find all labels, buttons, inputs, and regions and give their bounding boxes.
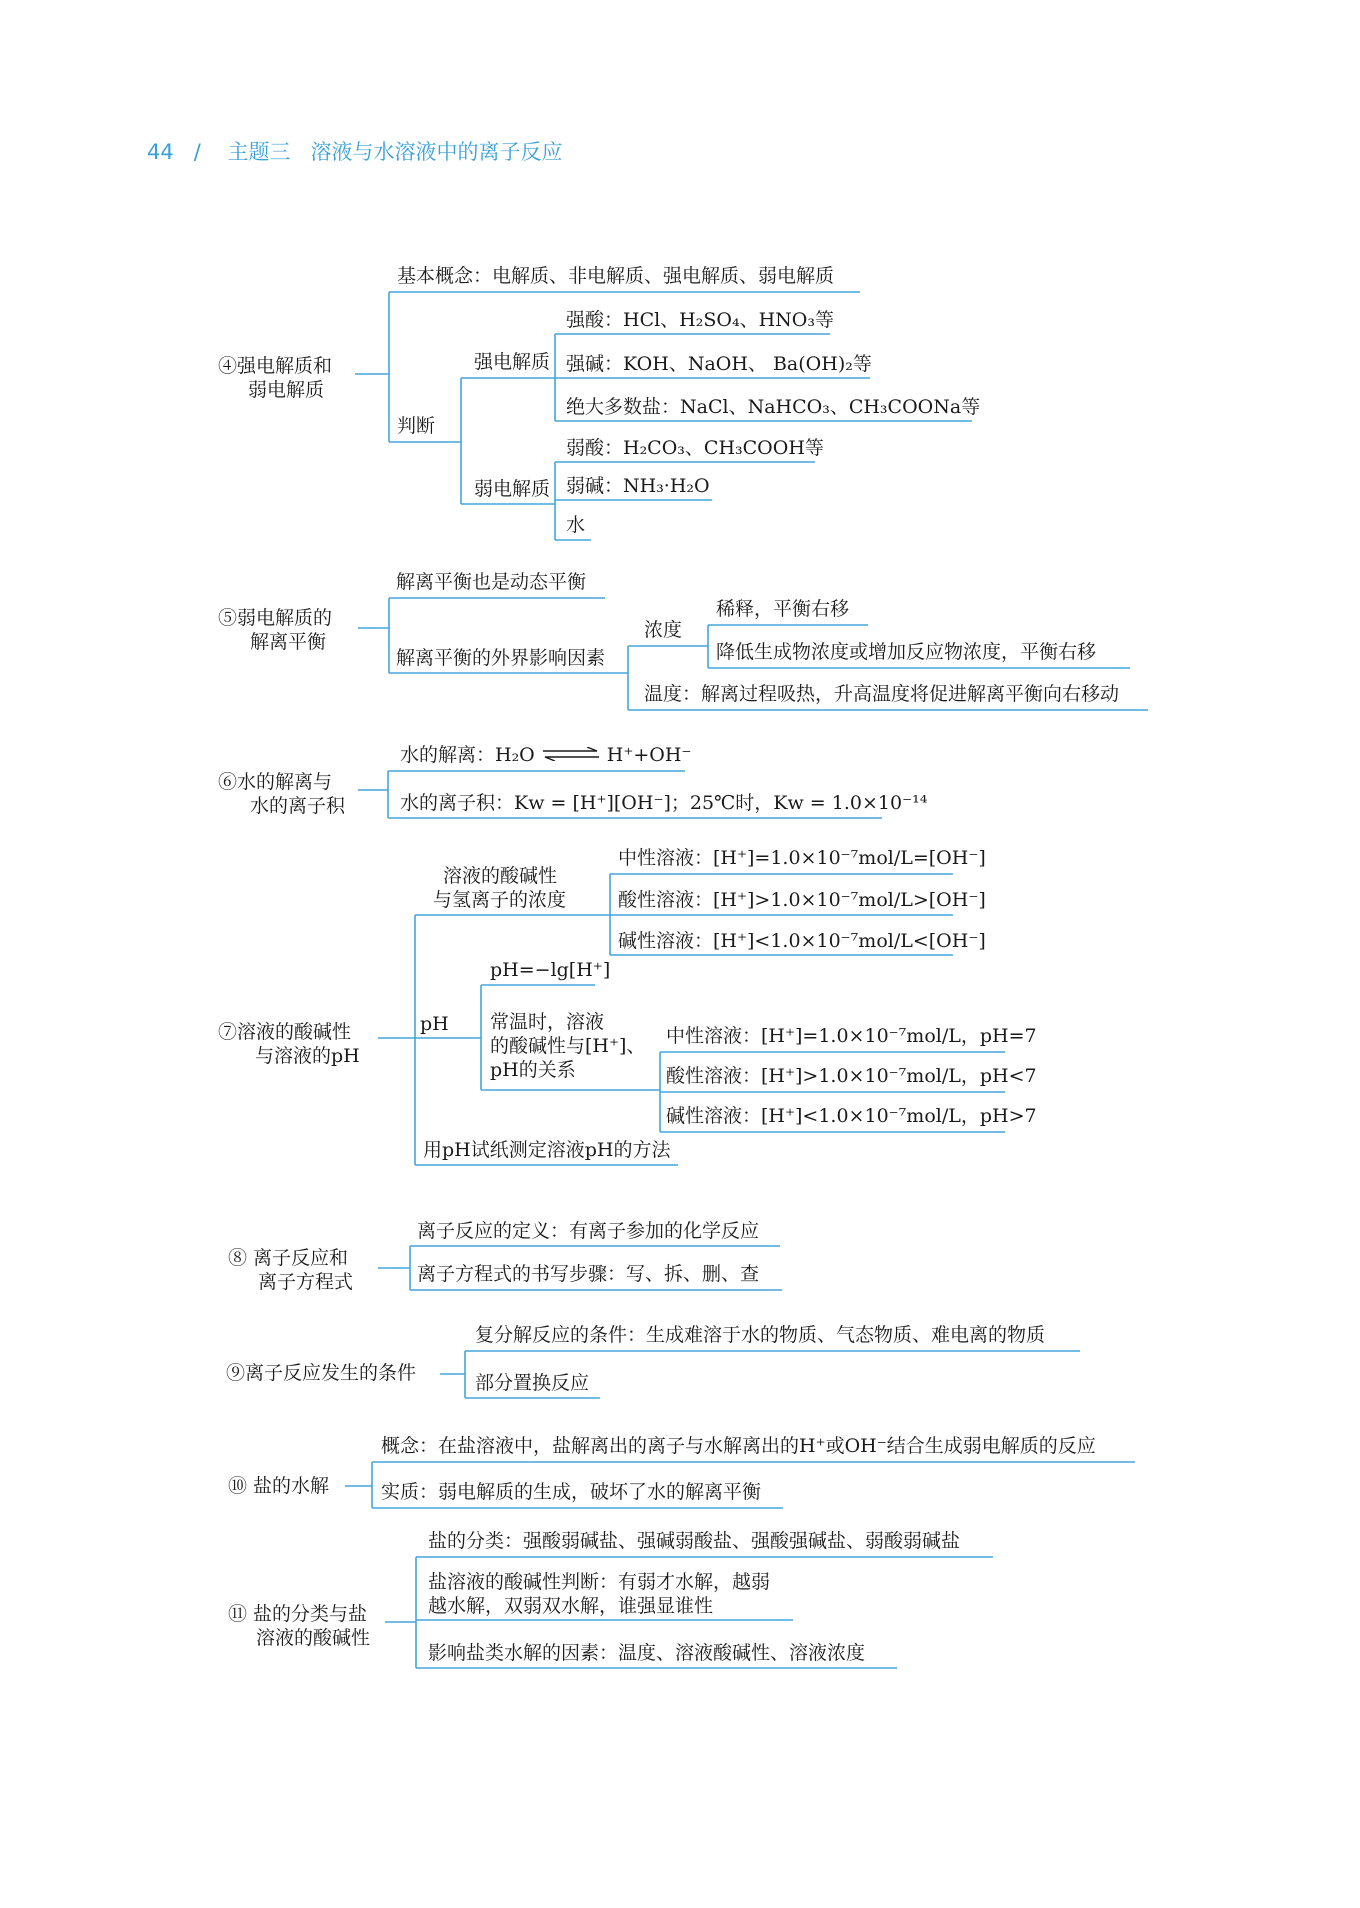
- section8-title-line1: ⑧ 离子反应和: [228, 1247, 349, 1269]
- water: 水: [566, 514, 586, 536]
- reduce-product: 降低生成物浓度或增加反应物浓度，平衡右移: [716, 641, 1097, 663]
- most-salts: 绝大多数盐：NaCl、NaHCO₃、CH₃COONa等: [566, 396, 981, 418]
- theme-label: 主题三: [227, 140, 291, 164]
- temperature: 温度：解离过程吸热，升高温度将促进解离平衡向右移动: [644, 683, 1120, 705]
- dynamic-equilibrium: 解离平衡也是动态平衡: [396, 571, 587, 593]
- salt-acidity-judge-line1: 盐溶液的酸碱性判断：有弱才水解，越弱: [428, 1571, 771, 1593]
- salt-acidity-judge-line2: 越水解，双弱双水解，谁强显谁性: [428, 1595, 714, 1617]
- strong-acid: 强酸：HCl、H₂SO₄、HNO₃等: [566, 309, 834, 331]
- relation-line1: 常温时，溶液: [490, 1011, 605, 1033]
- header-slash: /: [193, 140, 201, 164]
- ph-paper-method: 用pH试纸测定溶液pH的方法: [423, 1139, 671, 1161]
- basic-solution-2: 碱性溶液：[H⁺]<1.0×10⁻⁷mol/L，pH>7: [666, 1105, 1037, 1127]
- external-factors: 解离平衡的外界影响因素: [396, 647, 606, 669]
- judge-label: 判断: [397, 415, 436, 437]
- hydrolysis-essence: 实质：弱电解质的生成，破坏了水的解离平衡: [381, 1481, 762, 1503]
- ph-definition: pH=−lg[H⁺]: [490, 959, 611, 981]
- section5-title-line1: ⑤弱电解质的: [218, 607, 333, 629]
- section9-title: ⑨离子反应发生的条件: [226, 1362, 417, 1384]
- weak-base: 弱碱：NH₃·H₂O: [566, 475, 710, 497]
- relation-line2: 的酸碱性与[H⁺]、: [490, 1035, 646, 1057]
- hydrolysis-factors: 影响盐类水解的因素：温度、溶液酸碱性、溶液浓度: [428, 1642, 866, 1664]
- relation-line3: pH的关系: [490, 1059, 576, 1081]
- section7-title-line1: ⑦溶液的酸碱性: [218, 1021, 352, 1043]
- acidity-label-line2: 与氢离子的浓度: [433, 889, 567, 911]
- section10-title: ⑩ 盐的水解: [228, 1475, 330, 1497]
- section4-title-line2: 弱电解质: [248, 379, 325, 401]
- water-ionization-label: 水的解离：H₂O: [400, 744, 535, 766]
- double-decomposition-conditions: 复分解反应的条件：生成难溶于水的物质、气态物质、难电离的物质: [475, 1324, 1046, 1346]
- strong-base: 强碱：KOH、NaOH、 Ba(OH)₂等: [566, 353, 872, 375]
- section4-title-line1: ④强电解质和: [218, 355, 333, 377]
- section11-title-line1: ⑪ 盐的分类与盐: [228, 1603, 368, 1625]
- acidic-solution-2: 酸性溶液：[H⁺]>1.0×10⁻⁷mol/L，pH<7: [666, 1065, 1037, 1087]
- page-number: 44: [147, 140, 174, 164]
- strong-electrolyte-label: 强电解质: [474, 351, 551, 373]
- reversible-arrow-icon: [541, 751, 601, 761]
- section8-title-line2: 离子方程式: [258, 1271, 354, 1293]
- weak-electrolyte-label: 弱电解质: [474, 478, 551, 500]
- ph-label: pH: [420, 1013, 449, 1035]
- water-ionization-products: H⁺+OH⁻: [606, 744, 692, 766]
- section7-title-line2: 与溶液的pH: [255, 1045, 360, 1067]
- section11-title-line2: 溶液的酸碱性: [256, 1627, 371, 1649]
- acidity-label-line1: 溶液的酸碱性: [443, 865, 558, 887]
- partial-displacement: 部分置换反应: [475, 1372, 590, 1394]
- ionic-equation-steps: 离子方程式的书写步骤：写、拆、删、查: [417, 1263, 760, 1285]
- ionic-reaction-definition: 离子反应的定义：有离子参加的化学反应: [417, 1220, 760, 1242]
- section6-title-line2: 水的离子积: [250, 795, 346, 817]
- neutral-solution-2: 中性溶液：[H⁺]=1.0×10⁻⁷mol/L，pH=7: [666, 1025, 1037, 1047]
- section5-title-line2: 解离平衡: [250, 631, 327, 653]
- hydrolysis-concept: 概念：在盐溶液中，盐解离出的离子与水解离出的H⁺或OH⁻结合生成弱电解质的反应: [381, 1435, 1096, 1457]
- ion-product: 水的离子积：Kw = [H⁺][OH⁻]；25℃时，Kw = 1.0×10⁻¹⁴: [400, 792, 928, 814]
- neutral-solution-1: 中性溶液：[H⁺]=1.0×10⁻⁷mol/L=[OH⁻]: [618, 847, 986, 869]
- weak-acid: 弱酸：H₂CO₃、CH₃COOH等: [566, 437, 824, 459]
- water-ionization: [400, 743, 691, 767]
- section6-title-line1: ⑥水的解离与: [218, 771, 333, 793]
- chapter-title: 溶液与水溶液中的离子反应: [310, 140, 563, 164]
- basic-concepts: 基本概念：电解质、非电解质、强电解质、弱电解质: [397, 265, 835, 287]
- acidic-solution-1: 酸性溶液：[H⁺]>1.0×10⁻⁷mol/L>[OH⁻]: [618, 889, 986, 911]
- dilution: 稀释，平衡右移: [716, 598, 850, 620]
- salt-classification: 盐的分类：强酸弱碱盐、强碱弱酸盐、强酸强碱盐、弱酸弱碱盐: [428, 1530, 961, 1552]
- basic-solution-1: 碱性溶液：[H⁺]<1.0×10⁻⁷mol/L<[OH⁻]: [618, 930, 986, 952]
- concentration-label: 浓度: [644, 619, 683, 641]
